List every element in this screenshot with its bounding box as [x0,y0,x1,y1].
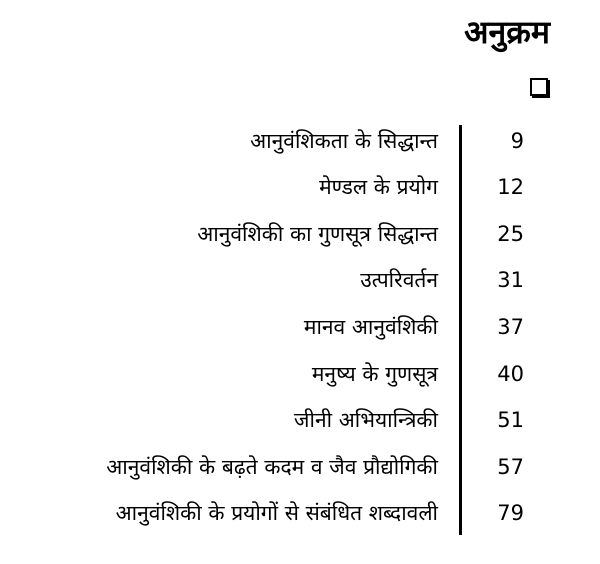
toc-row[interactable] [0,312,600,356]
toc-entry-page: 9 [510,129,524,153]
toc-entry-page: 51 [497,408,524,432]
toc-row[interactable] [0,126,600,170]
square-bullet-icon [530,78,548,96]
toc-entry-page: 25 [497,222,524,246]
toc-entry-title: मानव आनुवंशिकी [303,315,438,339]
toc-row[interactable] [0,265,600,309]
toc-row[interactable] [0,219,600,263]
toc-entry-title: मनुष्य के गुणसूत्र [311,362,438,386]
toc-row[interactable] [0,498,600,542]
toc-row[interactable] [0,359,600,403]
toc-entry-page: 79 [497,501,524,525]
toc-row[interactable] [0,405,600,449]
toc-entry-title: जीनी अभियान्त्रिकी [293,408,438,432]
toc-row[interactable] [0,172,600,216]
toc-entry-page: 40 [497,362,524,386]
toc-entry-page: 57 [497,455,524,479]
toc-entry-page: 12 [497,175,524,199]
toc-entry-page: 37 [497,315,524,339]
toc-entry-title: उत्परिवर्तन [360,268,438,292]
page-title: अनुक्रम [464,13,550,51]
toc-row[interactable] [0,452,600,496]
toc-entry-title: मेण्डल के प्रयोग [319,175,438,199]
toc-entry-title: आनुवंशिकी के बढ़ते कदम व जैव प्रौद्योगिकी [106,455,438,479]
toc-entry-title: आनुवंशिकी का गुणसूत्र सिद्धान्त [197,222,438,246]
toc-entry-page: 31 [497,268,524,292]
toc-entry-title: आनुवंशिकता के सिद्धान्त [250,129,438,153]
toc-entry-title: आनुवंशिकी के प्रयोगों से संबंधित शब्दावली [115,501,438,525]
